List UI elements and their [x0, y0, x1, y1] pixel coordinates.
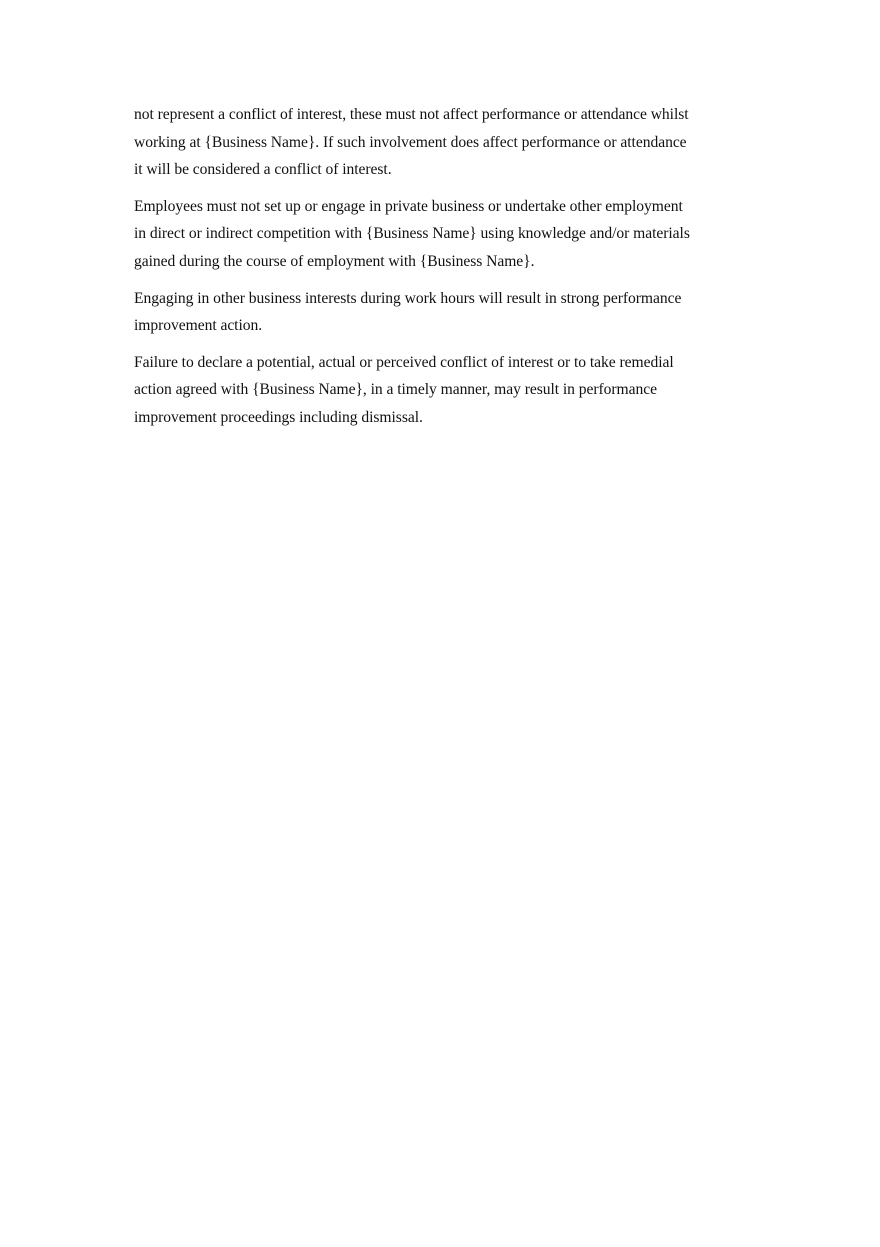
paragraph-line: not represent a conflict of interest, these must not affect performance or attendance whilst — [134, 106, 689, 123]
paragraph-work-hours — [134, 285, 734, 340]
paragraph-line: improvement proceedings including dismissal. — [134, 408, 423, 426]
paragraph-line: it will be considered a conflict of interest. — [134, 161, 392, 179]
paragraph-line: working at {Business Name}. If such involvement does affect performance or attendance — [134, 133, 687, 151]
paragraph-line: Employees must not set up or engage in private business or undertake other employment — [134, 197, 683, 215]
paragraph-line: Failure to declare a potential, actual or perceived conflict of interest or to take remedial — [134, 353, 674, 371]
paragraph-private-business — [134, 193, 734, 276]
paragraph-conflict-involvement — [134, 101, 734, 184]
paragraph-line: improvement action. — [134, 317, 263, 335]
paragraph-line: action agreed with {Business Name}, in a timely manner, may result in performance — [134, 381, 657, 399]
paragraph-line: Engaging in other business interests during work hours will result in strong performance — [134, 289, 682, 307]
paragraph-failure-to-declare — [134, 349, 734, 432]
paragraph-line: in direct or indirect competition with {Business Name} using knowledge and/or materials — [134, 225, 690, 243]
paragraph-line: gained during the course of employment with {Business Name}. — [134, 252, 535, 270]
document-body — [134, 101, 734, 441]
